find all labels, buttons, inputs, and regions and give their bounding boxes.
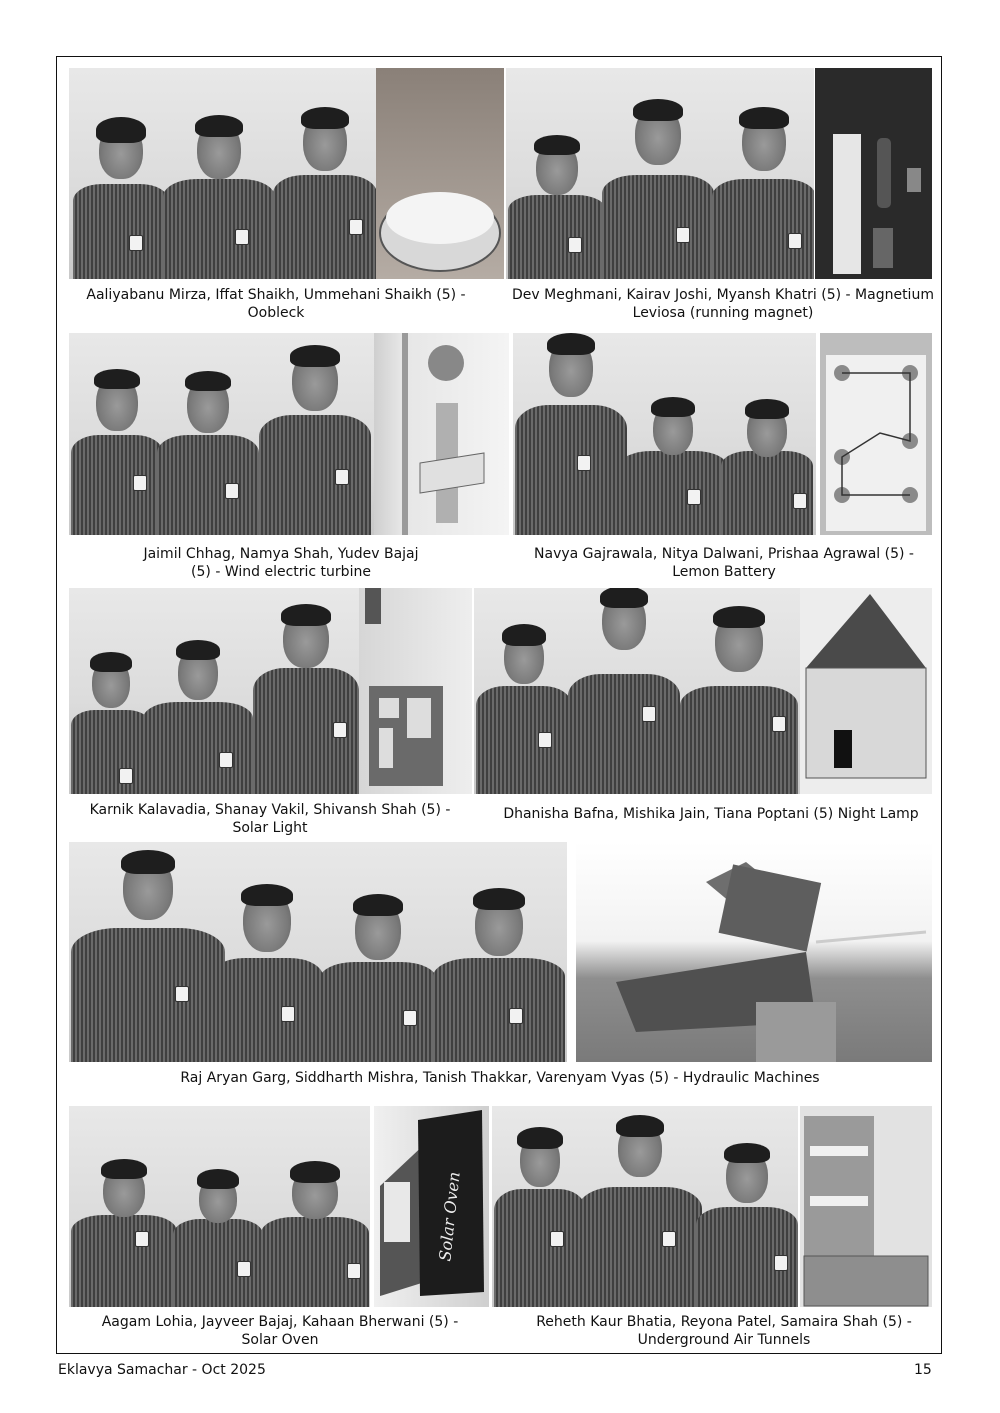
caption-solar-light: Karnik Kalavadia, Shanay Vakil, Shivansh Shah (5) - Solar Light: [89, 802, 451, 836]
caption-oobleck: Aaliyabanu Mirza, Iffat Shaikh, Ummehani Shaikh (5) - Oobleck: [86, 287, 466, 321]
project-photo-air-tunnels: [800, 1106, 932, 1307]
solar-oven-handwritten-label: Solar Oven: [435, 1170, 464, 1263]
project-photo-wind-turbine: [374, 333, 509, 535]
caption-night-lamp: Dhanisha Bafna, Mishika Jain, Tiana Poptani (5) Night Lamp: [503, 806, 919, 822]
caption-hydraulic: Raj Aryan Garg, Siddharth Mishra, Tanish Thakkar, Varenyam Vyas (5) - Hydraulic Machines: [180, 1070, 820, 1086]
footer-publication: Eklavya Samachar - Oct 2025: [58, 1362, 266, 1378]
project-photo-oobleck: [376, 68, 504, 279]
student-photo-lemon-battery: [513, 333, 816, 535]
caption-wind-turbine: Jaimil Chhag, Namya Shah, Yudev Bajaj (5) - Wind electric turbine: [143, 546, 419, 580]
project-photo-hydraulic: [576, 842, 932, 1062]
student-photo-air-tunnels: [492, 1106, 798, 1307]
student-photo-night-lamp: [474, 588, 800, 794]
project-photo-night-lamp: [800, 588, 932, 794]
student-photo-solar-oven: [69, 1106, 370, 1307]
caption-solar-oven: Aagam Lohia, Jayveer Bajaj, Kahaan Bherwani (5) - Solar Oven: [101, 1314, 459, 1348]
caption-lemon-battery: Navya Gajrawala, Nitya Dalwani, Prishaa Agrawal (5) - Lemon Battery: [534, 546, 914, 580]
project-photo-solar-oven: [374, 1106, 489, 1307]
caption-air-tunnels: Reheth Kaur Bhatia, Reyona Patel, Samaira Shah (5) - Underground Air Tunnels: [536, 1314, 912, 1348]
project-photo-lemon-battery: [820, 333, 932, 535]
student-photo-magnetium: [506, 68, 814, 279]
project-photo-magnetium: [815, 68, 932, 279]
oobleck-bowl-illustration: [376, 68, 504, 279]
student-photo-hydraulic: [69, 842, 567, 1062]
student-photo-oobleck: [69, 68, 376, 279]
footer-page-number: 15: [914, 1362, 932, 1378]
student-photo-wind-turbine: [69, 333, 374, 535]
student-photo-solar-light: [69, 588, 359, 794]
caption-magnetium: Dev Meghmani, Kairav Joshi, Myansh Khatri (5) - Magnetium Leviosa (running magnet): [512, 287, 934, 321]
project-photo-solar-light: [359, 588, 472, 794]
